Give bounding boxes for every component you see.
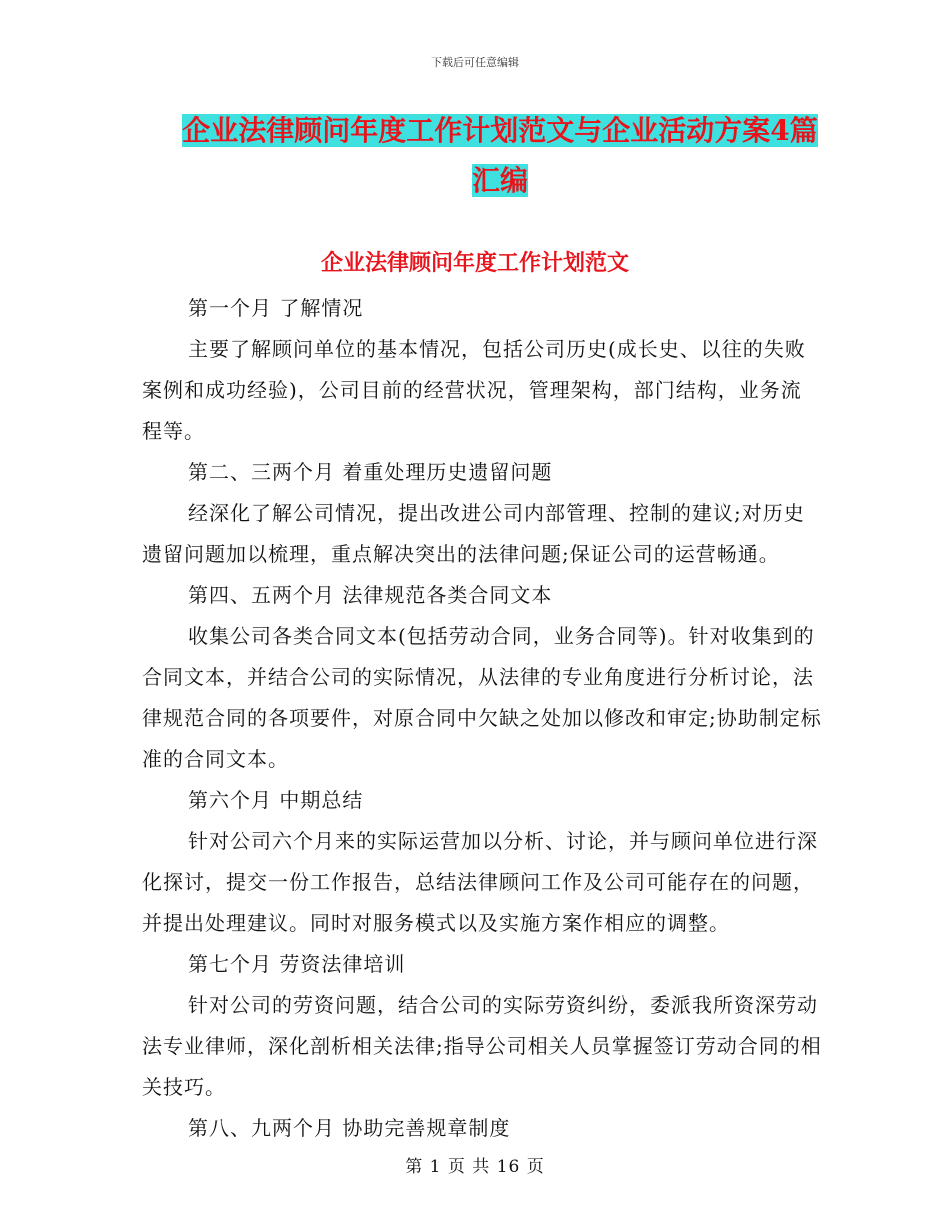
paragraph: 主要了解顾问单位的基本情况，包括公司历史(成长史、以往的失败案例和成功经验)，公司目前的经营状况，管理架构，部门结构，业务流程等。	[142, 337, 806, 443]
section-title: 企业法律顾问年度工作计划范文	[320, 250, 629, 276]
paragraph-heading: 第六个月 中期总结	[188, 788, 364, 812]
paragraph: 针对公司六个月来的实际运营加以分析、讨论，并与顾问单位进行深化探讨，提交一份工作报告，总结法律顾问工作及公司可能存在的问题，并提出处理建议。同时对服务模式以及实施方案作相应的调整。	[142, 829, 818, 935]
document-title-line-1: 企业法律顾问年度工作计划范文与企业活动方案4篇	[182, 114, 818, 147]
paragraph: 经深化了解公司情况，提出改进公司内部管理、控制的建议;对历史遗留问题加以梳理，重点解决突出的法律问题;保证公司的运营畅通。	[142, 501, 805, 566]
paragraph: 针对公司的劳资问题，结合公司的实际劳资纠纷，委派我所资深劳动法专业律师，深化剖析相关法律;指导公司相关人员掌握签订劳动合同的相关技巧。	[142, 993, 822, 1099]
body-text	[142, 288, 822, 1149]
paragraph-heading: 第四、五两个月 法律规范各类合同文本	[188, 583, 553, 607]
paragraph: 收集公司各类合同文本(包括劳动合同，业务合同等)。针对收集到的合同文本，并结合公司的实际情况，从法律的专业角度进行分析讨论，法律规范合同的各项要件，对原合同中欠缺之处加以修改和审定;协助制定标准的合同文本。	[142, 624, 822, 771]
paragraph-heading: 第八、九两个月 协助完善规章制度	[188, 1116, 511, 1140]
paragraph-heading: 第七个月 劳资法律培训	[188, 952, 406, 976]
header-note: 下载后可任意编辑	[431, 56, 519, 69]
document-title-line-2: 汇编	[471, 164, 528, 197]
paragraph-heading: 第一个月 了解情况	[188, 296, 364, 320]
paragraph-heading: 第二、三两个月 着重处理历史遗留问题	[188, 460, 553, 484]
document-title	[140, 106, 860, 206]
page-footer: 第 1 页 共 16 页	[405, 1157, 545, 1177]
